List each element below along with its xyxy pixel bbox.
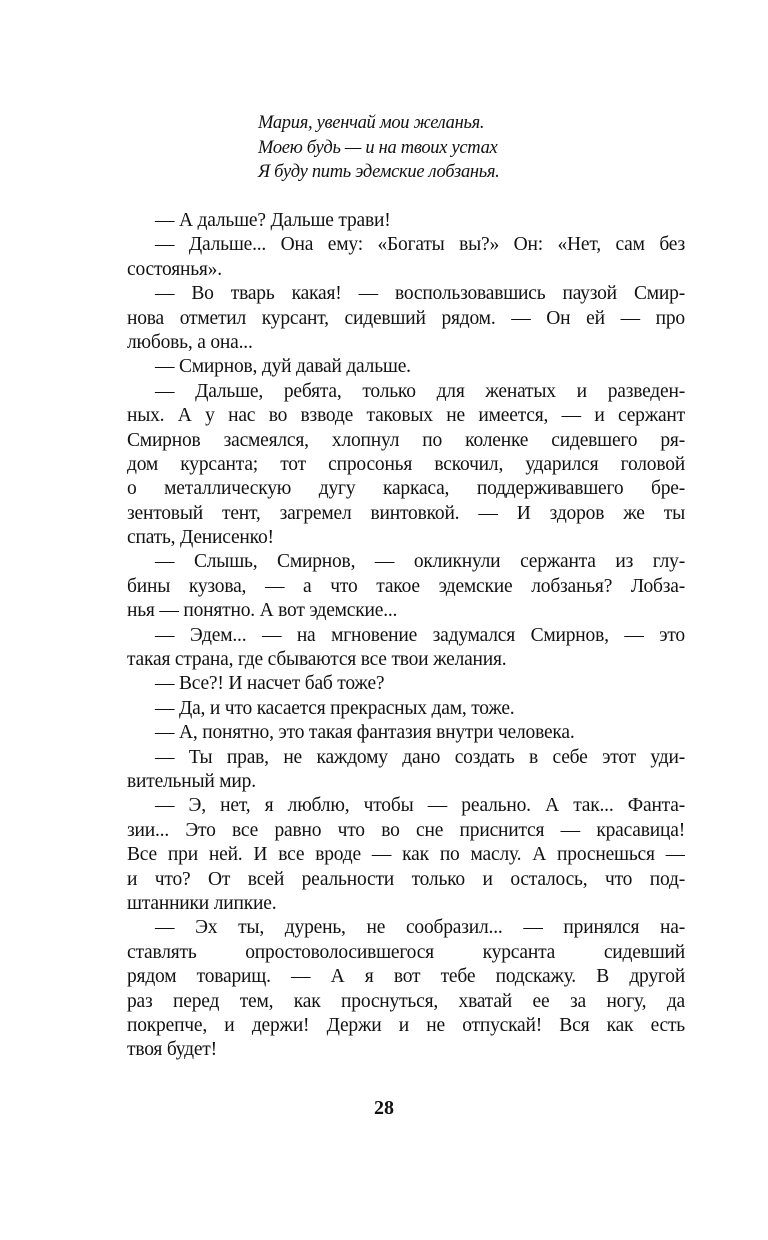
text-line: — Эдем... — на мгновение задумался Смирнов, — это: [155, 624, 685, 646]
text-line: — А дальше? Дальше трави!: [155, 210, 391, 231]
text-line: Все при ней. И все вроде — как по маслу. А проснешься —: [127, 844, 685, 866]
text-line: спать, Денисенко!: [127, 527, 274, 549]
text-line: — Да, и что касается прекрасных дам, тоже.: [155, 697, 515, 719]
page-number: 28: [374, 1097, 394, 1119]
text-line: и что? От всей реальности только и осталось, что под-: [127, 868, 685, 890]
text-line: зии... Это все равно что во сне приснится — красавица!: [127, 819, 685, 841]
poem-epigraph: [258, 111, 500, 185]
text-line: — Слышь, Смирнов, — окликнули сержанта из глу-: [155, 551, 685, 573]
text-line: любовь, а она...: [127, 331, 253, 353]
text-line: нова отметил курсант, сидевший рядом. — Он ей — про: [127, 307, 685, 329]
text-line: твоя будет!: [127, 1039, 217, 1061]
text-line: — Все?! И насчет баб тоже?: [155, 673, 385, 695]
text-line: — Дальше... Она ему: «Богаты вы?» Он: «Нет, сам без: [155, 234, 685, 256]
text-line: — Во тварь какая! — воспользовавшись паузой Смир-: [155, 283, 685, 305]
text-line: бины кузова, — а что такое эдемские лобзанья? Лобза-: [127, 575, 685, 597]
poem-line: Моею будь — и на твоих устах: [258, 137, 498, 158]
text-line: покрепче, и держи! Держи и не отпускай! Вся как есть: [127, 1014, 685, 1036]
text-line: ных. А у нас во взводе таковых не имеется, — и сержант: [127, 405, 685, 427]
text-line: раз перед тем, как проснуться, хватай ее за ногу, да: [127, 990, 685, 1012]
text-line: о металлическую дугу каркаса, поддерживавшего бре-: [127, 478, 685, 500]
text-line: Смирнов засмеялся, хлопнул по коленке сидевшего ря-: [127, 429, 685, 451]
poem-line: Я буду пить эдемские лобзанья.: [258, 162, 500, 182]
text-line: штанники липкие.: [127, 892, 277, 914]
body-text: [127, 209, 685, 1063]
text-line: — Эх ты, дурень, не сообразил... — принялся на-: [155, 917, 685, 939]
text-line: ставлять опростоволосившегося курсанта сидевший: [127, 941, 685, 963]
poem-line: Мария, увенчай мои желанья.: [258, 113, 485, 133]
text-line: — Ты прав, не каждому дано создать в себе этот уди-: [155, 746, 685, 768]
text-line: — Смирнов, дуй давай дальше.: [155, 356, 411, 378]
text-line: такая страна, где сбываются все твои желания.: [127, 649, 507, 671]
text-line: вительный мир.: [127, 770, 256, 792]
text-line: рядом товарищ. — А я вот тебе подскажу. В другой: [127, 966, 685, 988]
text-line: — Дальше, ребята, только для женатых и разведен-: [155, 380, 685, 402]
text-line: — Э, нет, я люблю, чтобы — реально. А так... Фанта-: [155, 795, 685, 817]
text-line: дом курсанта; тот спросонья вскочил, ударился головой: [127, 453, 685, 475]
text-line: нья — понятно. А вот эдемские...: [127, 600, 398, 622]
text-line: состоянья».: [127, 258, 222, 280]
text-line: зентовый тент, загремел винтовкой. — И здоров же ты: [127, 502, 685, 524]
text-line: — А, понятно, это такая фантазия внутри человека.: [155, 722, 575, 744]
